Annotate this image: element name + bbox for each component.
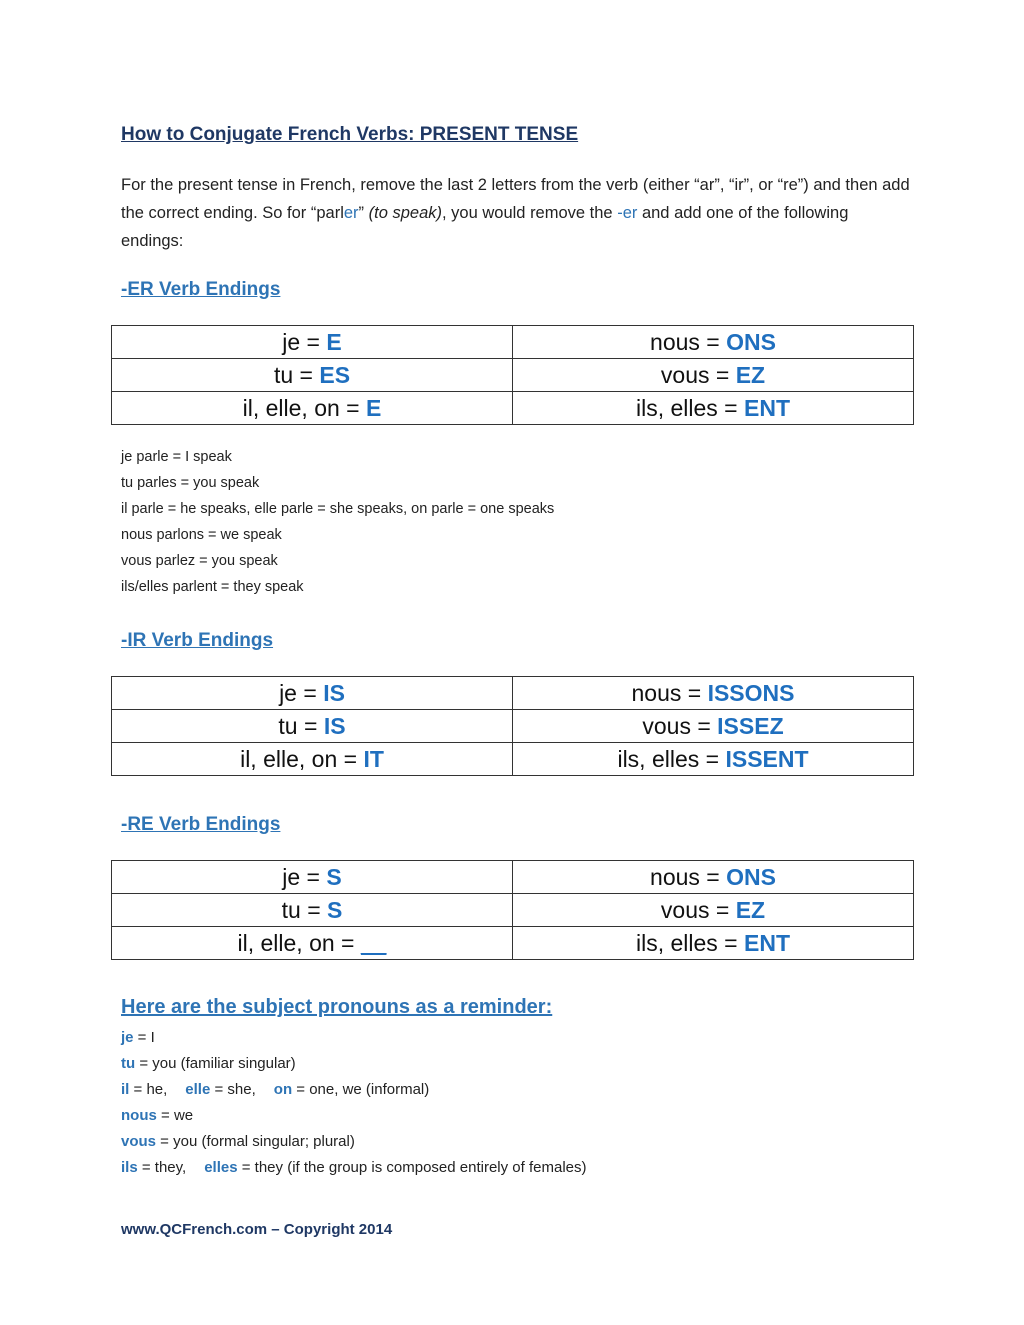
table-cell: ils, elles = ISSENT: [513, 743, 914, 776]
table-cell: nous = ONS: [513, 326, 914, 359]
table-row: [112, 927, 914, 960]
blank-ending: __: [360, 930, 387, 956]
table-cell: il, elle, on = __: [112, 927, 513, 960]
pronouns-list: [121, 1025, 587, 1181]
table-cell: je = S: [112, 861, 513, 894]
intro-removed-ending: -er: [617, 204, 638, 222]
table-cell: je = E: [112, 326, 513, 359]
intro-text-1: For the present tense in French, remove the last 2 letters from the verb (either “ar”, “ir”, or “re”) and then add the correct ending. So for “parl: [121, 176, 910, 222]
table-cell: il, elle, on = E: [112, 392, 513, 425]
er-examples-list: [121, 444, 554, 600]
table-row: [112, 894, 914, 927]
list-item: je parle = I speak: [121, 449, 232, 465]
er-endings-table: [111, 325, 914, 425]
re-section-heading: -RE Verb Endings: [121, 814, 281, 835]
list-item: vous = you (formal singular; plural): [121, 1133, 355, 1150]
list-item: ils/elles parlent = they speak: [121, 579, 304, 595]
er-section-heading: -ER Verb Endings: [121, 279, 281, 300]
table-cell: ils, elles = ENT: [513, 927, 914, 960]
list-item: il parle = he speaks, elle parle = she speaks, on parle = one speaks: [121, 501, 555, 517]
table-cell: tu = S: [112, 894, 513, 927]
intro-text-4: and add one of the following endings:: [121, 204, 849, 250]
table-row: [112, 326, 914, 359]
ir-endings-table: [111, 676, 914, 776]
table-cell: nous = ISSONS: [513, 677, 914, 710]
table-row: [112, 861, 914, 894]
table-cell: tu = ES: [112, 359, 513, 392]
table-cell: ils, elles = ENT: [513, 392, 914, 425]
footer-copyright: www.QCFrench.com – Copyright 2014: [121, 1221, 393, 1238]
table-cell: vous = EZ: [513, 894, 914, 927]
table-row: [112, 710, 914, 743]
list-item: il = he, elle = she, on = one, we (informal): [121, 1081, 430, 1098]
table-cell: vous = ISSEZ: [513, 710, 914, 743]
table-cell: tu = IS: [112, 710, 513, 743]
intro-verb-ending: er: [343, 204, 359, 222]
list-item: tu parles = you speak: [121, 475, 260, 491]
table-row: [112, 392, 914, 425]
table-cell: vous = EZ: [513, 359, 914, 392]
intro-text-3: , you would remove the: [442, 204, 618, 222]
list-item: nous parlons = we speak: [121, 527, 282, 543]
intro-text-2: ”: [358, 204, 369, 222]
table-cell: nous = ONS: [513, 861, 914, 894]
re-endings-table: [111, 860, 914, 960]
list-item: tu = you (familiar singular): [121, 1055, 296, 1072]
list-item: vous parlez = you speak: [121, 553, 278, 569]
table-row: [112, 677, 914, 710]
table-cell: je = IS: [112, 677, 513, 710]
pronouns-heading: Here are the subject pronouns as a reminder:: [121, 996, 553, 1018]
table-row: [112, 359, 914, 392]
table-row: [112, 743, 914, 776]
intro-paragraph: [121, 171, 911, 255]
list-item: je = I: [121, 1029, 155, 1046]
page-title: How to Conjugate French Verbs: PRESENT TENSE: [121, 124, 579, 145]
list-item: ils = they, elles = they (if the group is composed entirely of females): [121, 1159, 587, 1176]
list-item: nous = we: [121, 1107, 194, 1124]
intro-translation: (to speak): [368, 204, 443, 222]
table-cell: il, elle, on = IT: [112, 743, 513, 776]
ir-section-heading: -IR Verb Endings: [121, 630, 274, 651]
